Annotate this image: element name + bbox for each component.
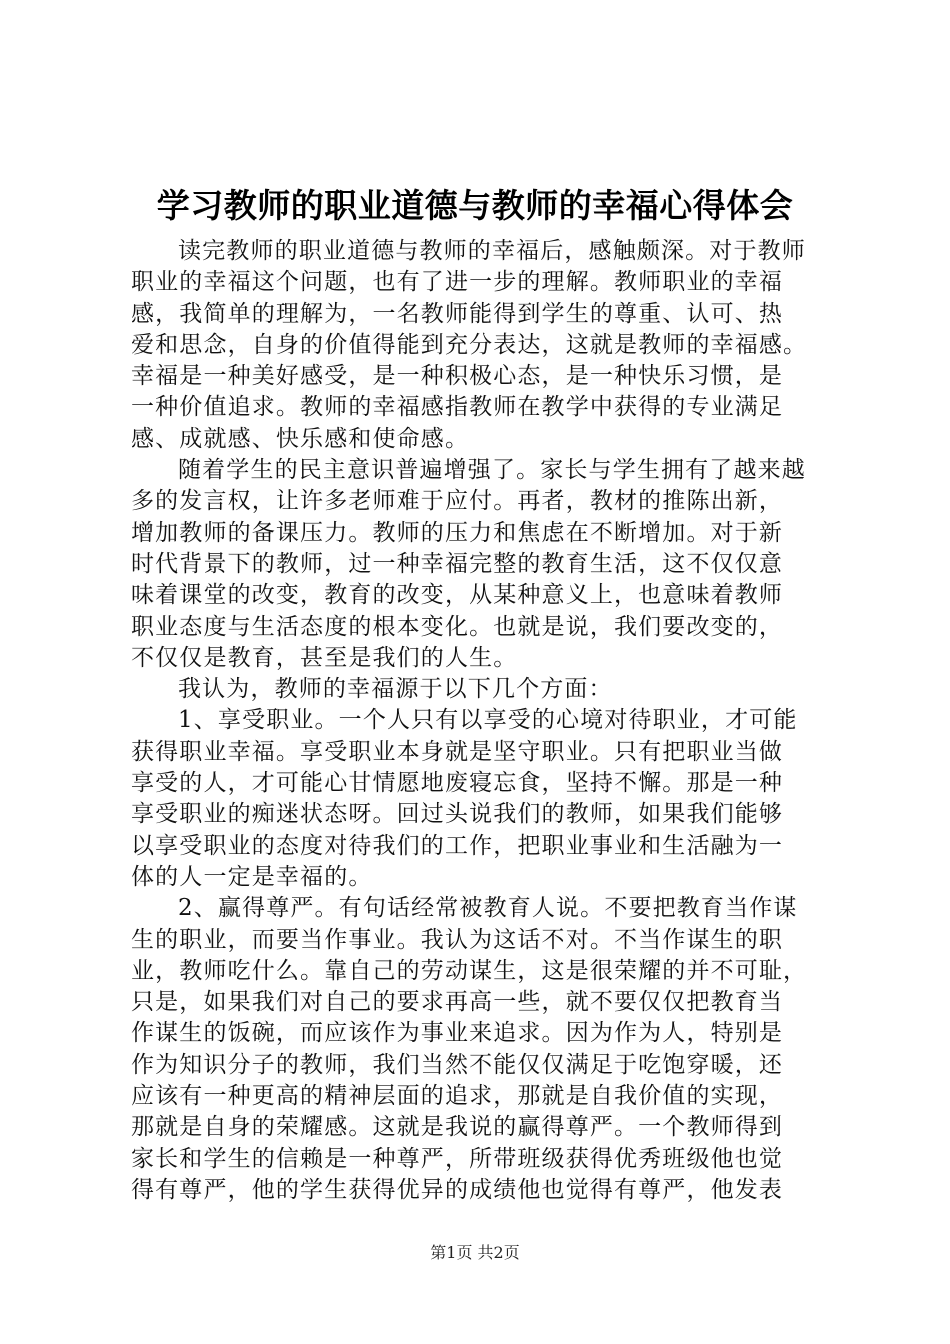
- text-line: 得有尊严，他的学生获得优异的成绩他也觉得有尊严，他发表: [131, 1176, 784, 1203]
- text-line: 作为知识分子的教师，我们当然不能仅仅满足于吃饱穿暖，还: [131, 1051, 784, 1078]
- text-line: 增加教师的备课压力。教师的压力和焦虑在不断增加。对于新: [131, 519, 784, 546]
- text-line: 1、享受职业。一个人只有以享受的心境对待职业，才可能: [178, 707, 798, 734]
- text-line: 2、赢得尊严。有句话经常被教育人说。不要把教育当作谋: [178, 895, 798, 922]
- text-line: 爱和思念，自身的价值得能到充分表达，这就是教师的幸福感。: [131, 331, 808, 358]
- text-line: 应该有一种更高的精神层面的追求，那就是自我价值的实现，: [131, 1083, 784, 1110]
- text-line: 感，我简单的理解为，一名教师能得到学生的尊重、认可、热: [131, 300, 784, 327]
- text-line: 作谋生的饭碗，而应该作为事业来追求。因为作为人，特别是: [131, 1020, 784, 1047]
- text-line: 职业态度与生活态度的根本变化。也就是说，我们要改变的，: [131, 613, 784, 640]
- text-line: 感、成就感、快乐感和使命感。: [131, 425, 470, 452]
- text-line: 幸福是一种美好感受，是一种积极心态，是一种快乐习惯，是: [131, 363, 784, 390]
- text-line: 业，教师吃什么。靠自己的劳动谋生，这是很荣耀的并不可耻，: [131, 957, 808, 984]
- text-line: 不仅仅是教育，甚至是我们的人生。: [131, 644, 518, 671]
- text-line: 味着课堂的改变，教育的改变，从某种意义上，也意味着教师: [131, 582, 784, 609]
- text-line: 家长和学生的信赖是一种尊严，所带班级获得优秀班级他也觉: [131, 1145, 784, 1172]
- text-line: 我认为，教师的幸福源于以下几个方面：: [178, 676, 613, 703]
- text-line: 职业的幸福这个问题，也有了进一步的理解。教师职业的幸福: [131, 269, 784, 296]
- page-footer: 第1页 共2页: [430, 1243, 520, 1262]
- text-line: 一种价值追求。教师的幸福感指教师在教学中获得的专业满足: [131, 394, 784, 421]
- document-title: 学习教师的职业道德与教师的幸福心得体会: [156, 186, 794, 225]
- text-line: 多的发言权，让许多老师难于应付。再者，教材的推陈出新，: [131, 488, 784, 515]
- text-line: 享受的人，才可能心甘情愿地废寝忘食，坚持不懈。那是一种: [131, 770, 784, 797]
- text-line: 体的人一定是幸福的。: [131, 863, 373, 890]
- text-line: 享受职业的痴迷状态呀。回过头说我们的教师，如果我们能够: [131, 801, 784, 828]
- text-line: 生的职业，而要当作事业。我认为这话不对。不当作谋生的职: [131, 926, 784, 953]
- text-line: 以享受职业的态度对待我们的工作，把职业事业和生活融为一: [131, 832, 784, 859]
- text-line: 随着学生的民主意识普遍增强了。家长与学生拥有了越来越: [178, 457, 806, 484]
- text-line: 读完教师的职业道德与教师的幸福后，感触颇深。对于教师: [178, 238, 806, 264]
- text-line: 获得职业幸福。享受职业本身就是坚守职业。只有把职业当做: [131, 738, 784, 765]
- document-body: [131, 236, 851, 1206]
- text-line: 时代背景下的教师，过一种幸福完整的教育生活，这不仅仅意: [131, 550, 784, 577]
- text-line: 那就是自身的荣耀感。这就是我说的赢得尊严。一个教师得到: [131, 1114, 784, 1141]
- text-line: 只是，如果我们对自己的要求再高一些，就不要仅仅把教育当: [131, 989, 784, 1016]
